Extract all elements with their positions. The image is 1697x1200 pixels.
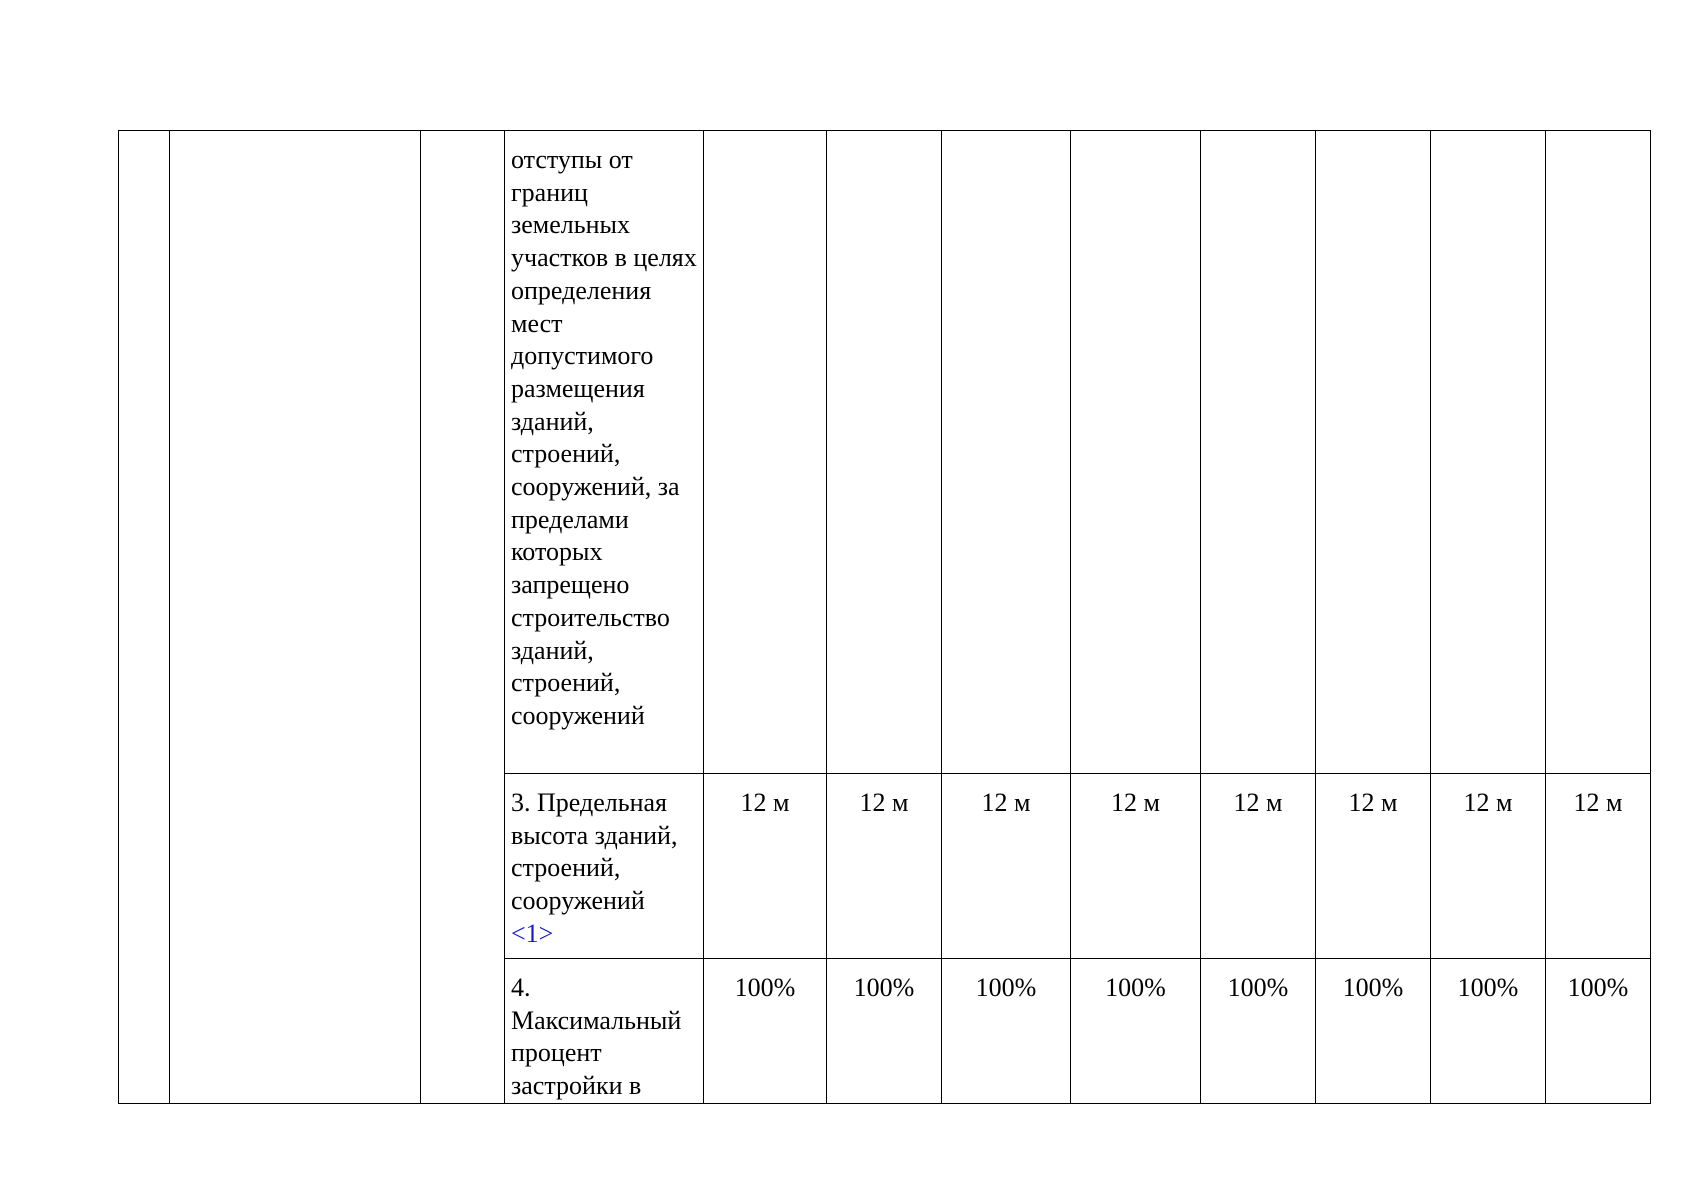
value-cell: 12 м	[1546, 774, 1651, 959]
parameter-text: 3. Предельная высота зданий, строений, сооружений	[511, 788, 678, 916]
value-cell: 100%	[1431, 959, 1546, 1104]
footnote-link[interactable]: <1>	[511, 918, 554, 948]
value-cell	[1316, 131, 1431, 774]
value-cell: 12 м	[827, 774, 942, 959]
zone-name-cell	[170, 131, 421, 1104]
value-cell	[704, 131, 827, 774]
value-cell: 100%	[827, 959, 942, 1104]
value-cell	[1546, 131, 1651, 774]
value-cell	[1431, 131, 1546, 774]
parameter-cell	[505, 959, 704, 1104]
value-cell: 12 м	[704, 774, 827, 959]
value-cell	[942, 131, 1071, 774]
value-cell: 100%	[942, 959, 1071, 1104]
value-cell: 100%	[1071, 959, 1201, 1104]
value-cell	[1201, 131, 1316, 774]
value-cell: 12 м	[1431, 774, 1546, 959]
regulations-table	[118, 130, 1651, 1104]
value-cell: 100%	[704, 959, 827, 1104]
value-cell: 12 м	[942, 774, 1071, 959]
parameter-text: 4. Максимальный процент застройки в	[511, 973, 682, 1101]
value-cell: 12 м	[1201, 774, 1316, 959]
value-cell	[827, 131, 942, 774]
value-cell: 12 м	[1071, 774, 1201, 959]
table-row	[119, 131, 1651, 774]
parameter-cell	[505, 131, 704, 774]
parameter-text: отступы от границ земельных участков в целях определения мест допустимого размещения зданий, строений, сооружений, за пределами которых запрещено строительство зданий, строений, сооружений	[511, 145, 697, 730]
value-cell	[1071, 131, 1201, 774]
zone-code-cell	[421, 131, 505, 1104]
value-cell: 100%	[1201, 959, 1316, 1104]
value-cell: 100%	[1546, 959, 1651, 1104]
value-cell: 100%	[1316, 959, 1431, 1104]
value-cell: 12 м	[1316, 774, 1431, 959]
parameter-cell	[505, 774, 704, 959]
row-number-cell	[119, 131, 170, 1104]
